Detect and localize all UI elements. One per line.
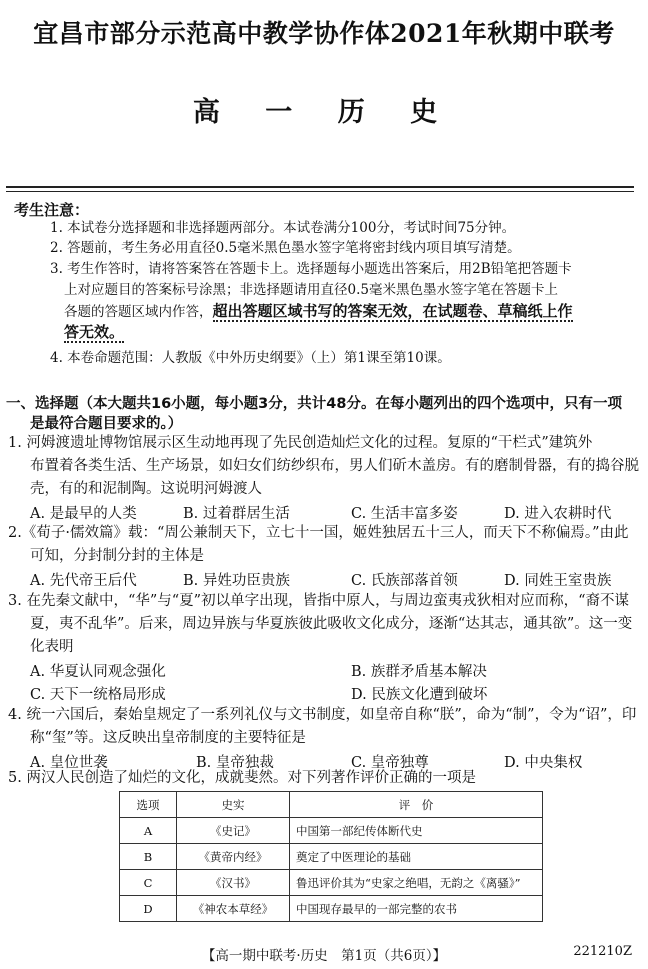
question-5-text: 5. 两汉人民创造了灿烂的文化，成就斐然。对下列著作评价正确的一项是	[8, 770, 476, 786]
table-cell: C	[120, 870, 177, 896]
evaluation-table	[119, 791, 543, 922]
exam-title: 宜昌市部分示范高中教学协作体2021年秋期中联考	[33, 19, 615, 48]
table-header-row	[120, 792, 543, 818]
table-cell: 《黄帝内经》	[177, 844, 290, 870]
subject-title: 高 一 历 史	[192, 97, 456, 128]
table-row	[120, 844, 543, 870]
exam-code: 221210Z	[573, 944, 632, 959]
option-d: D. 同姓王室贵族	[504, 573, 612, 589]
table-cell: B	[120, 844, 177, 870]
option-a: A. 华夏认同观念强化	[30, 664, 166, 680]
table-cell: 《史记》	[177, 818, 290, 844]
question-1-text: 壳，有的和泥制陶。这说明河姆渡人	[30, 481, 262, 497]
notice-item-lead	[64, 301, 573, 323]
table-cell: 《神农本草经》	[177, 896, 290, 922]
option-c: C. 皇帝独尊	[351, 755, 429, 771]
option-a: A. 是最早的人类	[30, 506, 137, 522]
table-cell: 鲁迅评价其为“史家之绝唱，无韵之《离骚》”	[290, 870, 543, 896]
option-b: B. 过着群居生活	[183, 506, 290, 522]
question-4-text: 称“玺”等。这反映出皇帝制度的主要特征是	[30, 730, 306, 746]
notice-emphasis: 答无效。	[64, 323, 125, 341]
question-3-text: 化表明	[30, 639, 74, 655]
option-a: A. 皇位世袭	[30, 755, 108, 771]
question-3-text: 夏，夷不乱华”。后来，周边异族与华夏族彼此吸收文化成分，逐渐“达其志，通其欲”。这一变	[30, 616, 633, 632]
table-header: 史实	[177, 792, 290, 818]
question-4-text: 4. 统一六国后，秦始皇规定了一系列礼仪与文书制度，如皇帝自称“朕”，命为“制”，令为“诏”，印	[8, 707, 637, 723]
table-cell: 奠定了中医理论的基础	[290, 844, 543, 870]
question-3-text: 3. 在先秦文献中，“华”与“夏”初以单字出现，皆指中原人，与周边蛮夷戎狄相对应而称，“裔不谋	[8, 593, 630, 609]
section-heading: 一、选择题（本大题共16小题，每小题3分，共计48分。在每小题列出的四个选项中，只有一项	[6, 396, 622, 412]
notice-item-text: 各题的答题区域内作答，	[64, 304, 213, 320]
option-d: D. 进入农耕时代	[504, 506, 612, 522]
divider	[6, 191, 634, 192]
option-d: D. 中央集权	[504, 755, 583, 771]
table-row	[120, 870, 543, 896]
notice-item: 上对应题目的答案标号涂黑；非选择题请用直径0.5毫米黑色墨水签字笔在答题卡上	[64, 282, 558, 298]
option-c: C. 生活丰富多姿	[351, 506, 458, 522]
notice-item-tail	[64, 322, 124, 344]
notice-item: 3. 考生作答时，请将答案答在答题卡上。选择题每小题选出答案后，用2B铅笔把答题卡	[50, 261, 572, 277]
option-a: A. 先代帝王后代	[30, 573, 137, 589]
divider	[6, 186, 634, 188]
option-c: C. 氏族部落首领	[351, 573, 458, 589]
table-cell: 中国现存最早的一部完整的农书	[290, 896, 543, 922]
section-heading: 是最符合题目要求的。）	[30, 416, 183, 432]
notice-emphasis: 超出答题区域书写的答案无效，在试题卷、草稿纸上作	[212, 302, 573, 320]
table-cell: 中国第一部纪传体断代史	[290, 818, 543, 844]
table-row	[120, 818, 543, 844]
notice-item: 4. 本卷命题范围：人教版《中外历史纲要》（上）第1课至第10课。	[50, 350, 451, 366]
table-row	[120, 896, 543, 922]
option-b: B. 异姓功臣贵族	[183, 573, 290, 589]
notice-item: 2. 答题前，考生务必用直径0.5毫米黑色墨水签字笔将密封线内项目填写清楚。	[50, 240, 521, 256]
question-1-text: 1. 河姆渡遗址博物馆展示区生动地再现了先民创造灿烂文化的过程。复原的“干栏式”建筑外	[8, 435, 593, 451]
question-2-text: 2.《荀子·儒效篇》载：“周公兼制天下，立七十一国，姬姓独居五十三人，而天下不称偏焉。”由此	[8, 525, 629, 541]
table-header: 选项	[120, 792, 177, 818]
table-cell: A	[120, 818, 177, 844]
question-2-text: 可知，分封制分封的主体是	[30, 548, 204, 564]
question-1-text: 布置着各类生活、生产场景，如妇女们纺纱织布，男人们斫木盖房。有的磨制骨器，有的捣谷脱	[30, 458, 639, 474]
option-c: C. 天下一统格局形成	[30, 687, 166, 703]
option-b: B. 族群矛盾基本解决	[351, 664, 487, 680]
table-cell: 《汉书》	[177, 870, 290, 896]
notice-item: 1. 本试卷分选择题和非选择题两部分。本试卷满分100分，考试时间75分钟。	[50, 220, 516, 236]
table-cell: D	[120, 896, 177, 922]
page-footer: 【高一期中联考·历史 第1页（共6页）】	[201, 948, 447, 964]
table-header: 评 价	[290, 792, 543, 818]
option-d: D. 民族文化遭到破坏	[351, 687, 488, 703]
option-b: B. 皇帝独裁	[196, 755, 274, 771]
notice-heading: 考生注意：	[14, 201, 90, 219]
